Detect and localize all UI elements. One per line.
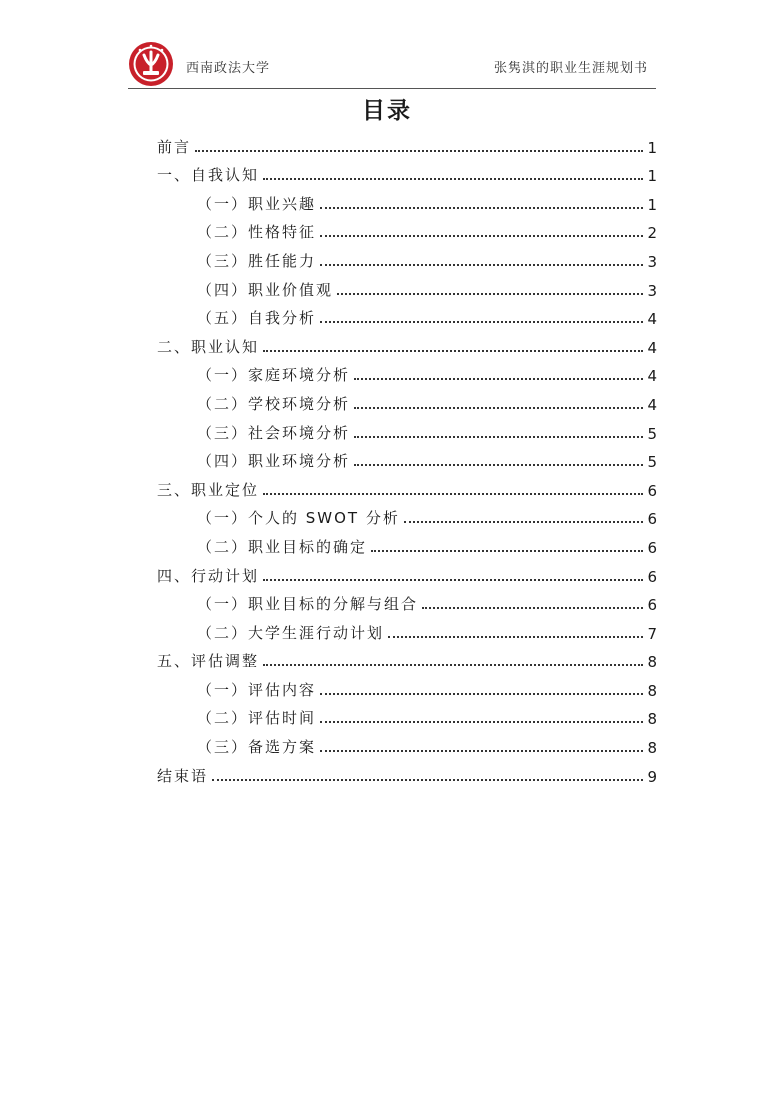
toc-entry[interactable]	[157, 500, 657, 529]
toc-entry[interactable]	[157, 214, 657, 243]
toc-entry[interactable]	[157, 671, 657, 700]
toc-leader-dots	[263, 664, 643, 666]
toc-leader-dots	[337, 293, 643, 295]
toc-entry-label: （三）胜任能力	[197, 251, 317, 270]
page-header	[128, 37, 648, 89]
toc-leader-dots	[354, 464, 643, 466]
toc-entry-label: （二）职业目标的确定	[197, 537, 368, 556]
toc-leader-dots	[371, 550, 643, 552]
toc-entry[interactable]	[157, 700, 657, 729]
document-title: 张隽淇的职业生涯规划书	[493, 61, 648, 76]
toc-leader-dots	[388, 636, 643, 638]
toc-entry[interactable]	[157, 614, 657, 643]
toc-entry-label: 五、评估调整	[157, 652, 260, 671]
toc-entry-page: 7	[647, 624, 657, 643]
toc-entry[interactable]	[157, 443, 657, 472]
toc-entry-page: 6	[647, 510, 657, 529]
toc-entry-page: 4	[647, 395, 657, 414]
toc-entry-page: 4	[647, 338, 657, 357]
toc-entry-label: 一、自我认知	[157, 166, 260, 185]
toc-entry[interactable]	[157, 185, 657, 214]
toc-entry[interactable]	[157, 414, 657, 443]
toc-entry-label: （一）职业兴趣	[197, 194, 317, 213]
toc-entry-label: 三、职业定位	[157, 480, 260, 499]
toc-entry-page: 1	[647, 167, 657, 186]
toc-entry[interactable]	[157, 300, 657, 329]
table-of-contents	[157, 128, 657, 786]
toc-entry-label: （二）学校环境分析	[197, 394, 351, 413]
toc-entry[interactable]	[157, 643, 657, 672]
toc-entry-page: 9	[647, 767, 657, 786]
toc-entry[interactable]	[157, 128, 657, 157]
toc-leader-dots	[263, 579, 643, 581]
toc-leader-dots	[320, 750, 643, 752]
toc-title: 目录	[362, 98, 412, 124]
toc-entry[interactable]	[157, 328, 657, 357]
toc-leader-dots	[212, 779, 643, 781]
header-divider	[128, 88, 656, 89]
toc-entry-page: 4	[647, 367, 657, 386]
toc-leader-dots	[263, 350, 643, 352]
university-logo-icon	[128, 41, 174, 87]
toc-leader-dots	[263, 178, 643, 180]
university-name: 西南政法大学	[186, 61, 271, 76]
toc-entry-page: 2	[647, 224, 657, 243]
toc-leader-dots	[354, 407, 643, 409]
toc-entry[interactable]	[157, 757, 657, 786]
toc-entry[interactable]	[157, 728, 657, 757]
toc-entry-page: 5	[647, 424, 657, 443]
toc-entry-label: （一）职业目标的分解与组合	[197, 595, 419, 614]
toc-entry-label: （一）评估内容	[197, 680, 317, 699]
toc-entry-label: （三）社会环境分析	[197, 423, 351, 442]
toc-entry-label: （四）职业价值观	[197, 280, 334, 299]
toc-entry-page: 4	[647, 310, 657, 329]
toc-leader-dots	[320, 264, 643, 266]
toc-entry-label: 结束语	[157, 766, 209, 785]
toc-entry-label: （四）职业环境分析	[197, 452, 351, 471]
toc-leader-dots	[320, 235, 643, 237]
toc-entry-label: （五）自我分析	[197, 309, 317, 328]
toc-leader-dots	[195, 150, 643, 152]
toc-entry[interactable]	[157, 271, 657, 300]
toc-entry-label: （二）大学生涯行动计划	[197, 623, 385, 642]
toc-entry[interactable]	[157, 357, 657, 386]
toc-leader-dots	[354, 436, 643, 438]
toc-entry[interactable]	[157, 471, 657, 500]
toc-entry-label: （一）个人的 SWOT 分析	[197, 509, 400, 528]
toc-entry-page: 8	[647, 653, 657, 672]
toc-entry[interactable]	[157, 586, 657, 615]
toc-entry[interactable]	[157, 157, 657, 186]
toc-entry-page: 1	[647, 138, 657, 157]
toc-entry-label: 前言	[157, 137, 192, 156]
toc-leader-dots	[320, 721, 643, 723]
toc-leader-dots	[422, 607, 643, 609]
toc-entry-page: 6	[647, 596, 657, 615]
toc-leader-dots	[320, 693, 643, 695]
toc-entry-page: 6	[647, 538, 657, 557]
toc-entry-page: 5	[647, 453, 657, 472]
toc-entry-label: 四、行动计划	[157, 566, 260, 585]
toc-entry-page: 6	[647, 567, 657, 586]
toc-entry-label: 二、职业认知	[157, 337, 260, 356]
toc-leader-dots	[263, 493, 643, 495]
toc-leader-dots	[404, 521, 644, 523]
toc-entry-label: （一）家庭环境分析	[197, 366, 351, 385]
toc-entry[interactable]	[157, 557, 657, 586]
toc-leader-dots	[320, 207, 643, 209]
toc-entry-page: 3	[647, 252, 657, 271]
toc-entry[interactable]	[157, 242, 657, 271]
toc-entry-label: （二）评估时间	[197, 709, 317, 728]
toc-leader-dots	[320, 321, 643, 323]
toc-entry[interactable]	[157, 385, 657, 414]
toc-entry-page: 8	[647, 681, 657, 700]
toc-entry[interactable]	[157, 528, 657, 557]
toc-entry-page: 3	[647, 281, 657, 300]
toc-entry-label: （二）性格特征	[197, 223, 317, 242]
toc-entry-page: 6	[647, 481, 657, 500]
toc-entry-page: 8	[647, 710, 657, 729]
toc-leader-dots	[354, 378, 643, 380]
toc-entry-page: 8	[647, 739, 657, 758]
toc-entry-page: 1	[647, 195, 657, 214]
toc-entry-label: （三）备选方案	[197, 738, 317, 757]
